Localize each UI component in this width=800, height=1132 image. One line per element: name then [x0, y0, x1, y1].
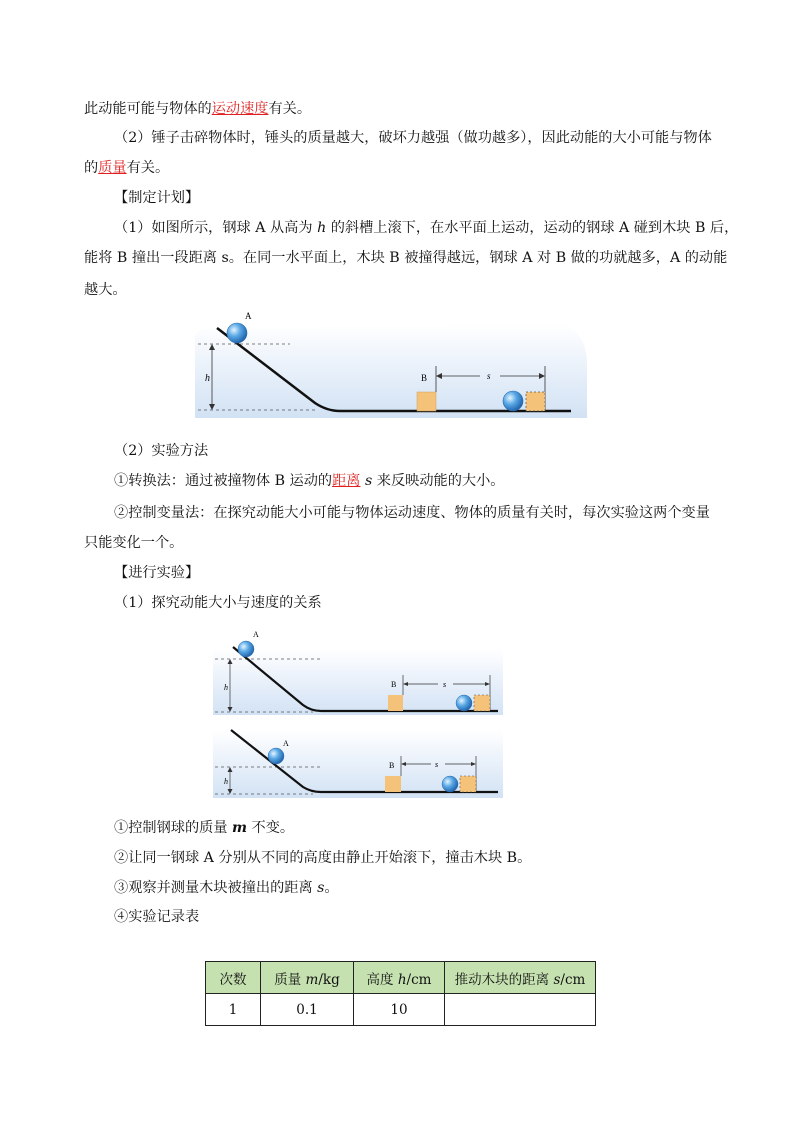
cell-mass: 0.1 [261, 994, 354, 1026]
step-3: ③观察并测量木块被撞出的距离 s。 [114, 880, 339, 896]
highlight-speed: 运动速度 [211, 101, 269, 117]
heading-experiment: 【进行实验】 [114, 565, 200, 581]
paragraph-2-line2: 的质量有关。 [84, 160, 170, 176]
paragraph-3-line3: 越大。 [84, 282, 127, 298]
block-b-moved [474, 695, 490, 711]
label-b: B [421, 373, 428, 383]
block-b [417, 392, 436, 411]
table-row [206, 994, 596, 1026]
paragraph-1: 此动能可能与物体的运动速度有关。 [84, 101, 312, 117]
heading-plan: 【制定计划】 [114, 190, 200, 206]
label-a: A [253, 630, 259, 639]
header-height: 高度 h/cm [354, 962, 445, 994]
ball-a [227, 323, 247, 343]
ramp-diagram-1 [195, 306, 590, 424]
ball-a-bottom [442, 776, 458, 792]
label-s: s [435, 760, 439, 769]
ball-a-bottom [456, 695, 472, 711]
highlight-mass: 质量 [98, 160, 127, 176]
header-mass: 质量 m/kg [261, 962, 354, 994]
record-table [205, 961, 596, 1026]
ball-a-bottom [503, 391, 523, 411]
highlight-distance: 距离 [332, 473, 361, 489]
label-s: s [443, 680, 447, 689]
paragraph-7: （1）探究动能大小与速度的关系 [114, 595, 322, 611]
ramp-diagram-3 [213, 724, 503, 802]
header-distance: 推动木块的距离 s/cm [445, 962, 596, 994]
block-b [385, 776, 401, 792]
paragraph-3-line1: （1）如图所示，钢球 A 从高为 h 的斜槽上滚下，在水平面上运动，运动的钢球 A 碰到木块 B 后， [114, 220, 739, 236]
table-header-row [206, 962, 596, 994]
label-a: A [245, 311, 252, 321]
step-2: ②让同一钢球 A 分别从不同的高度由静止开始滚下，撞击木块 B。 [114, 850, 532, 866]
label-h: h [224, 777, 228, 786]
label-h: h [205, 373, 210, 384]
block-b-moved [526, 392, 545, 411]
paragraph-3-line2: 能将 B 撞出一段距离 s。在同一水平面上，木块 B 被撞得越远，钢球 A 对 B 做的功就越多，A 的动能 [84, 250, 728, 266]
block-b [388, 695, 403, 711]
block-b-moved [460, 776, 476, 792]
paragraph-6-line1: ②控制变量法：在探究动能大小可能与物体运动速度、物体的质量有关时，每次实验这两个变量 [114, 505, 710, 521]
label-b: B [391, 680, 397, 689]
paragraph-2-line1: （2）锤子击碎物体时，锤头的质量越大，破坏力越强（做功越多），因此动能的大小可能与物体 [114, 130, 712, 146]
label-b: B [389, 761, 395, 770]
label-h: h [224, 683, 228, 692]
ramp-diagram-2 [213, 627, 503, 719]
cell-distance [445, 994, 596, 1026]
paragraph-5: ①转换法：通过被撞物体 B 运动的距离 s 来反映动能的大小。 [114, 473, 505, 489]
step-1: ①控制钢球的质量 m 不变。 [114, 820, 295, 836]
cell-count: 1 [206, 994, 261, 1026]
paragraph-6-line2: 只能变化一个。 [84, 535, 184, 551]
step-4: ④实验记录表 [114, 909, 200, 925]
paragraph-4: （2）实验方法 [114, 443, 209, 459]
ball-a [268, 748, 284, 764]
ball-a [238, 641, 254, 657]
cell-height: 10 [354, 994, 445, 1026]
label-s: s [487, 371, 491, 381]
header-count: 次数 [206, 962, 261, 994]
label-a: A [283, 739, 289, 748]
